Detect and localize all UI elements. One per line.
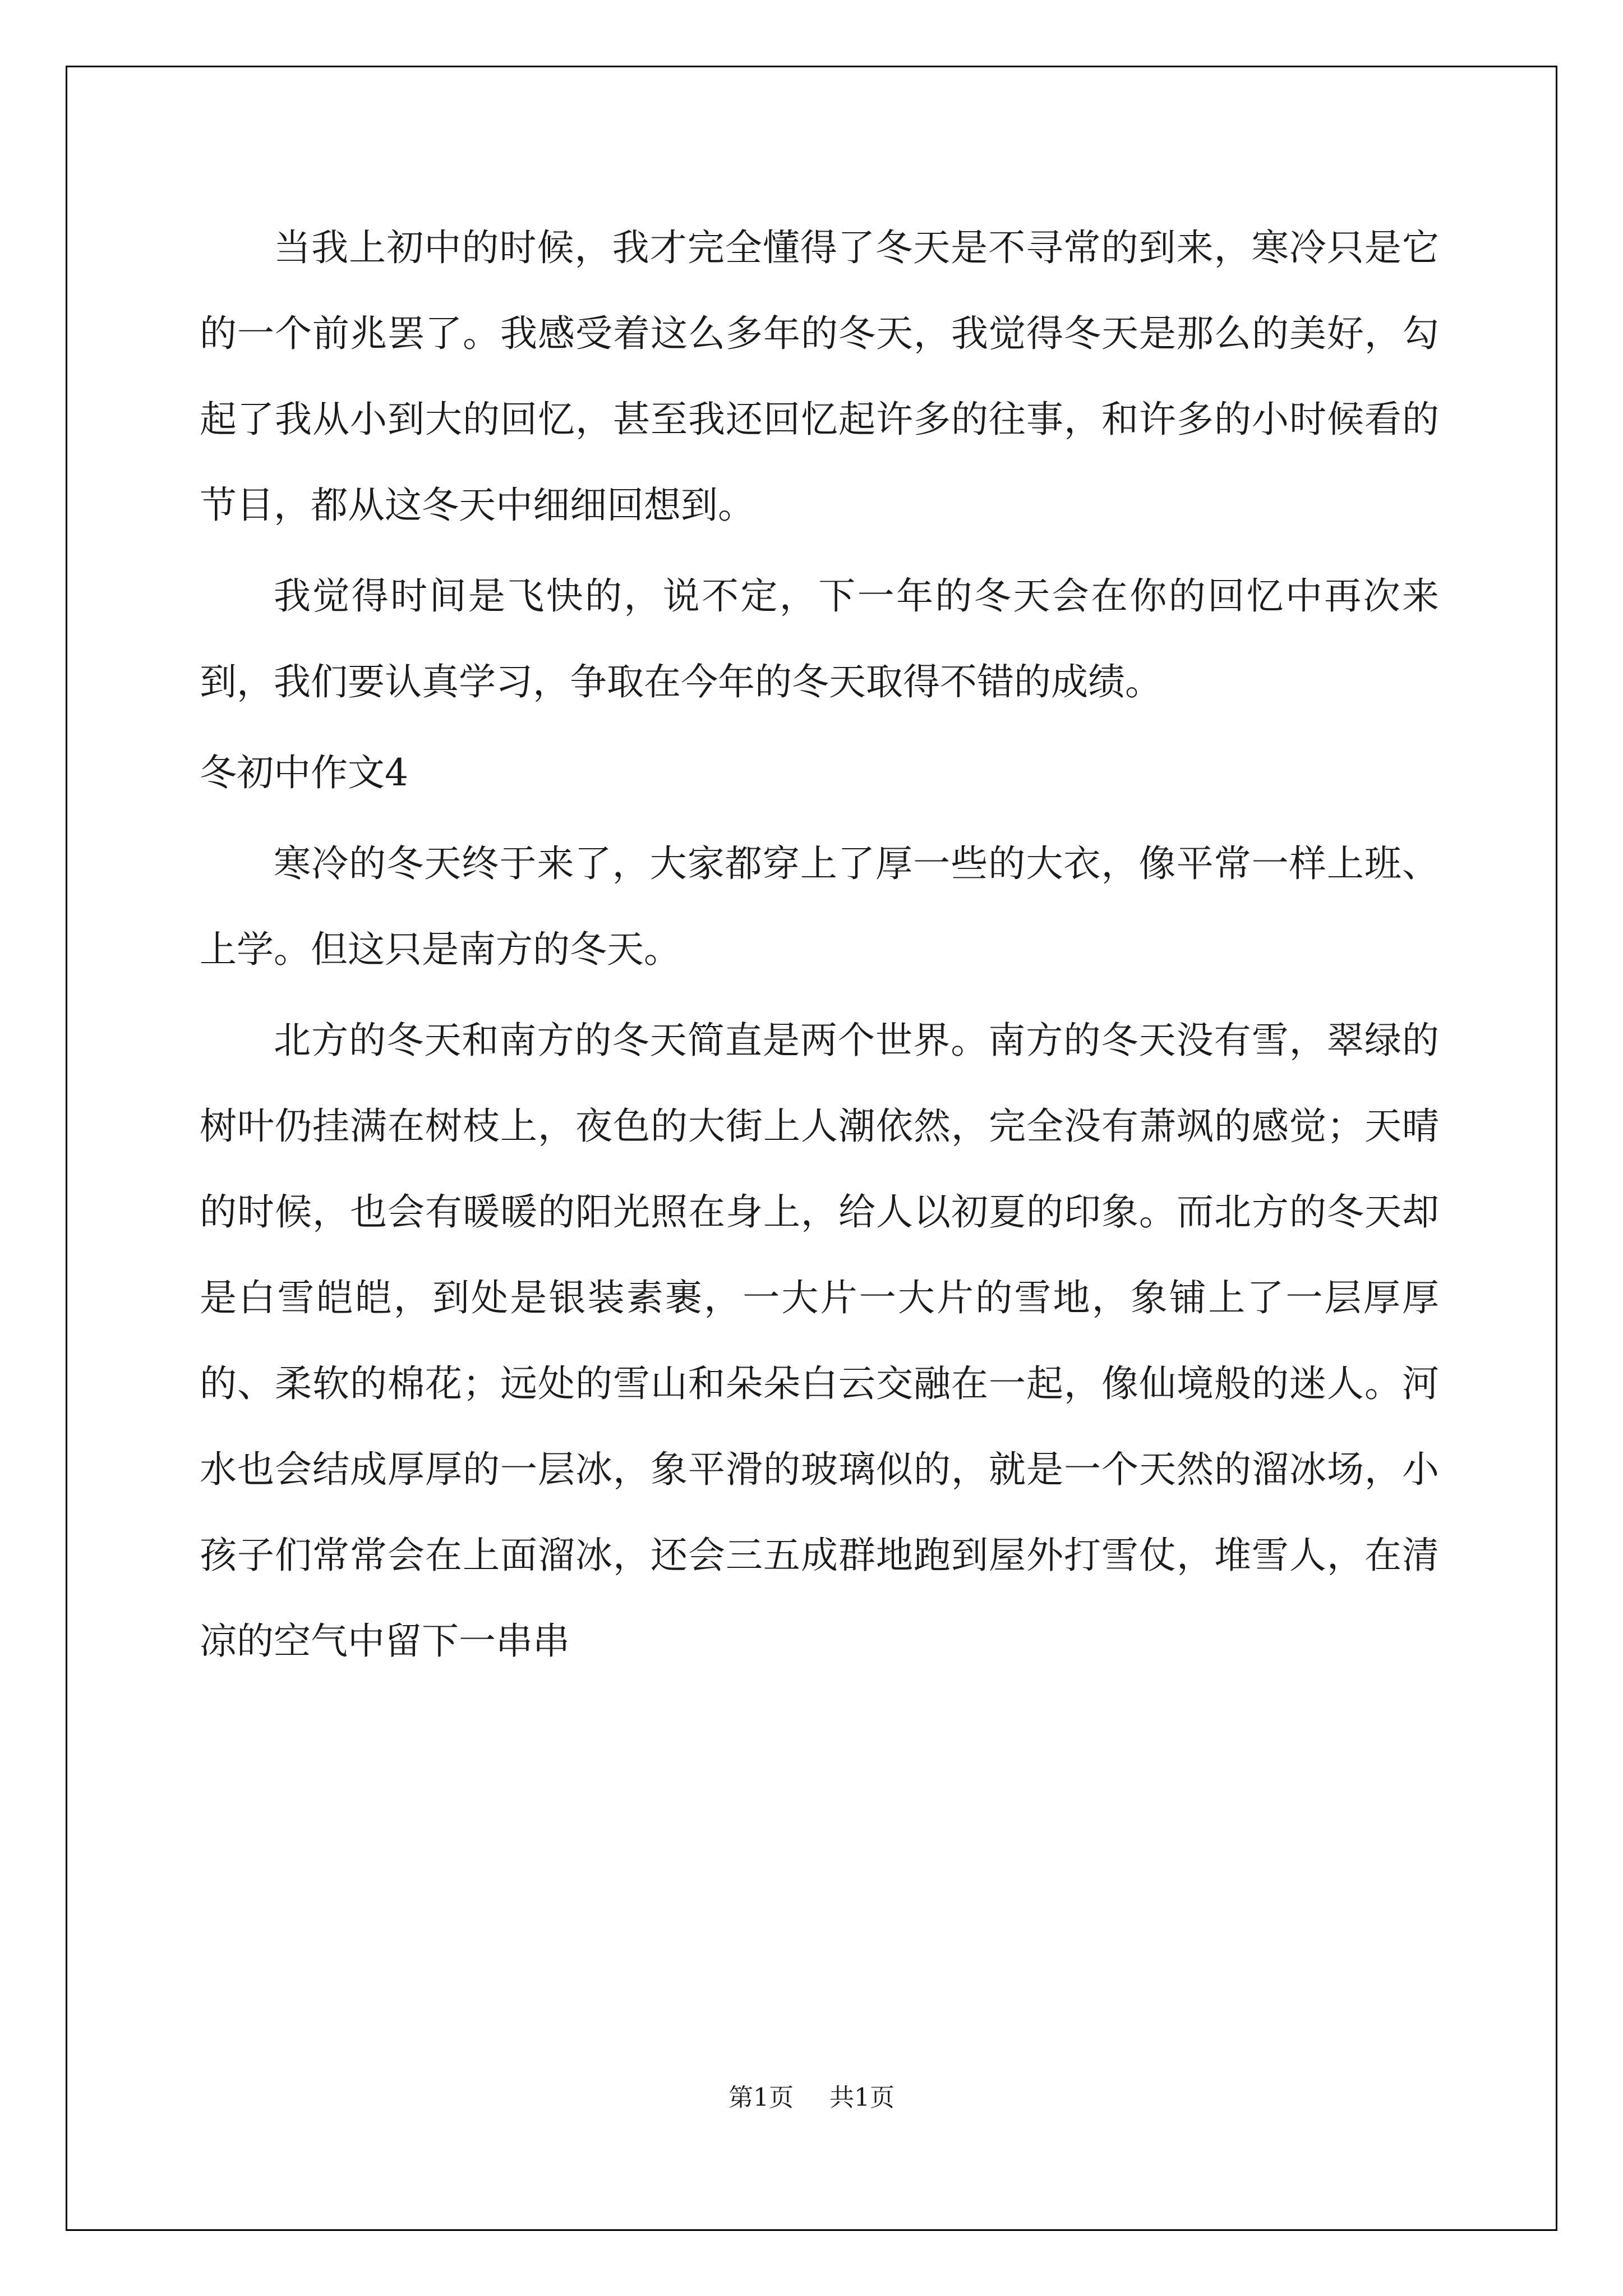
paragraph-south-winter: 寒冷的冬天终于来了，大家都穿上了厚一些的大衣，像平常一样上班、上学。但这只是南方的冬天。 — [200, 842, 1439, 971]
paragraph-winter-memories: 当我上初中的时候，我才完全懂得了冬天是不寻常的到来，寒冷只是它的一个前兆罢了。我感受着这么多年的冬天，我觉得冬天是那么的美好，勾起了我从小到大的回忆，甚至我还回忆起许多的往事，和许多的小时候看的节目，都从这冬天中细细回想到。 — [200, 226, 1439, 527]
page-number-total: 共1页 — [829, 2083, 895, 2112]
paragraph-north-vs-south: 北方的冬天和南方的冬天简直是两个世界。南方的冬天没有雪，翠绿的树叶仍挂满在树枝上，夜色的大街上人潮依然，完全没有萧飒的感觉；天晴的时候，也会有暖暖的阳光照在身上，给人以初夏的印象。而北方的冬天却是白雪皑皑，到处是银装素裹，一大片一大片的雪地，象铺上了一层厚厚的、柔软的棉花；远处的雪山和朵朵白云交融在一起，像仙境般的迷人。河水也会结成厚厚的一层冰，象平滑的玻璃似的，就是一个天然的溜冰场，小孩子们常常会在上面溜冰，还会三五成群地跑到屋外打雪仗，堆雪人，在清凉的空气中留下一串串 — [200, 1019, 1439, 1663]
page-number-current: 第1页 — [728, 2083, 794, 2112]
page-footer — [0, 2081, 1623, 2115]
essay-heading: 冬初中作文4 — [200, 751, 408, 794]
paragraph-time-flies: 我觉得时间是飞快的，说不定，下一年的冬天会在你的回忆中再次来到，我们要认真学习，争取在今年的冬天取得不错的成绩。 — [200, 574, 1439, 703]
document-body — [200, 205, 1439, 1684]
